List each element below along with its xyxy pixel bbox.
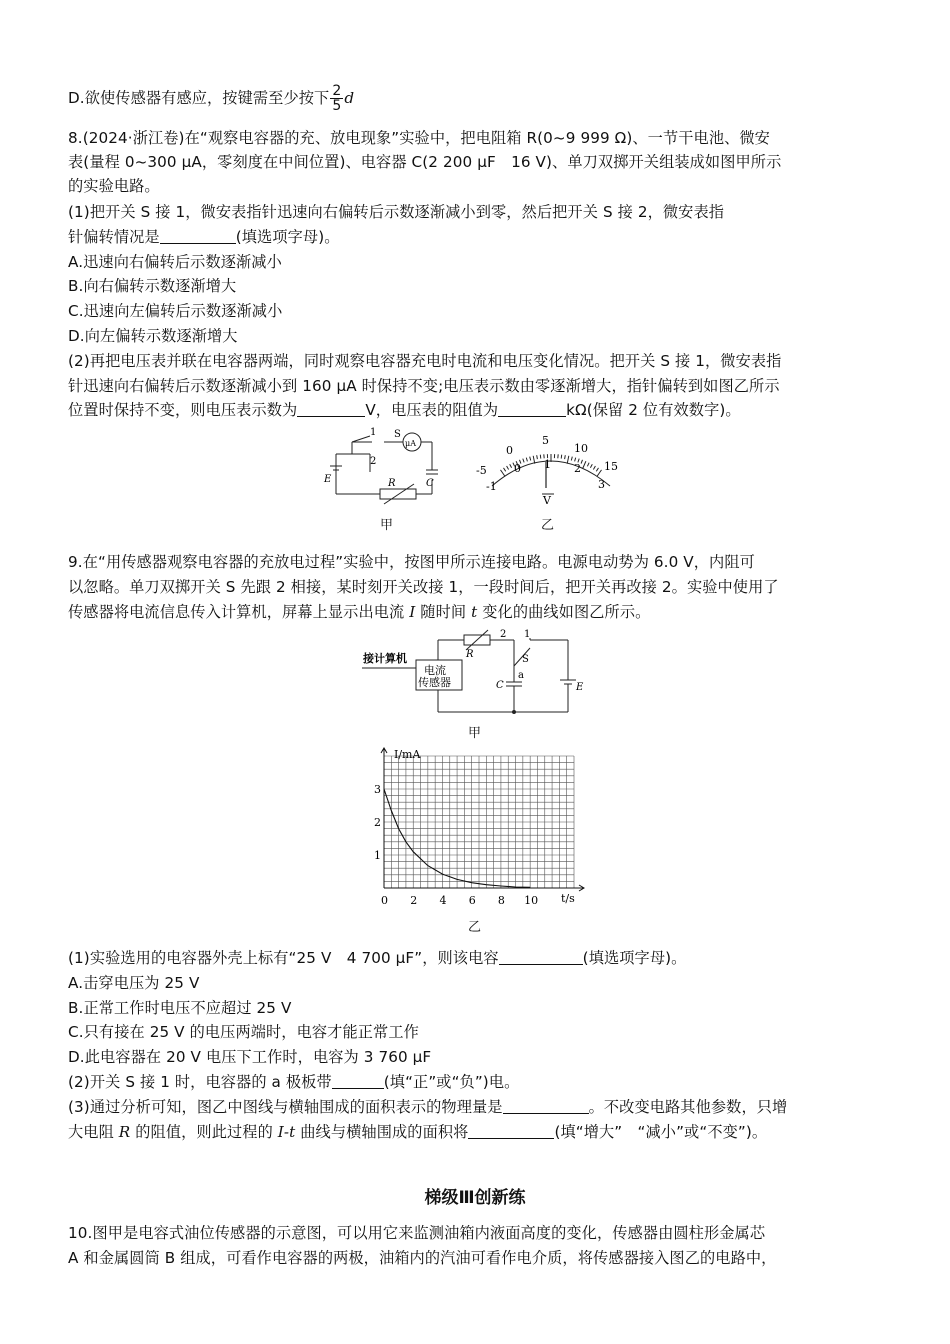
q8-circuit-diagram [322,424,452,506]
q8-option-a: A.迅速向右偏转后示数逐渐减小 [68,253,282,271]
dial-label: 0 [506,444,513,457]
dial-label: 1 [544,458,551,471]
dial-tick [565,455,566,459]
dial-label: 5 [542,434,549,447]
q9-part2: (2)开关 S 接 1 时，电容器的 a 极板带 (填“正”或“负”)电。 [68,1073,520,1091]
computer-label: 接计算机 [363,652,407,665]
switch-terminal-2: 2 [370,456,377,467]
x-tick-label: 2 [410,894,418,907]
q10-stem-line1: 10.图甲是电容式油位传感器的示意图，可以用它来监测油箱内液面高度的变化，传感器由圆柱形金属芯 [68,1224,766,1242]
q9-part3-line1: (3)通过分析可知，图乙中图线与横轴围成的面积表示的物理量是 。不改变电路其他参数，只增 [68,1098,788,1116]
q8-option-d: D.向左偏转示数逐渐增大 [68,327,238,345]
dial-label: 2 [574,462,581,475]
dial-tick [590,464,592,468]
q8-part2-line3: 位置时保持不变，则电压表示数为 V，电压表的阻值为 kΩ(保留 2 位有效数字)。 [68,401,741,419]
q9-stem-line2: 以忽略。单刀双掷开关 S 先跟 2 相接，某时刻开关改接 1，一段时间后，把开关再改接 2。实验中使用了 [68,578,779,596]
switch-terminal-1: 1 [524,629,531,640]
q9-caption-yi: 乙 [468,920,482,935]
dial-tick [501,470,506,477]
q8-caption-yi: 乙 [541,518,555,533]
microammeter-label: μA [405,439,416,448]
sensor-label: 电流 [424,664,446,677]
dial-tick [537,455,538,459]
q8-stem-line2: 表(量程 0~300 μA，零刻度在中间位置)、电容器 C(2 200 μF 16 V)、单刀双掷开关组装成如图甲所示 [68,153,782,171]
answer-blank[interactable] [468,1122,554,1139]
sensor-label: 传感器 [418,676,451,689]
y-tick-label: 3 [374,783,381,796]
answer-blank[interactable] [332,1072,384,1089]
dial-tick [561,455,562,459]
q9-part3-line2: 大电阻 R 的阻值，则此过程的 I-t 曲线与横轴围成的面积将 (填“增大” “减小”或“不变”)。 [68,1123,768,1141]
q8-voltmeter-dial [470,432,630,512]
battery-label: E [576,682,584,693]
q8-part1-line2: 针偏转情况是 (填选项字母)。 [68,228,340,246]
dial-tick [507,466,509,470]
switch-label: S [522,654,529,665]
q9-stem-line1: 9.在“用传感器观察电容器的充放电过程”实验中，按图甲所示连接电路。电源电动势为 6.0 V，内阻可 [68,553,755,571]
x-axis [384,885,584,891]
dial-label: 10 [574,442,588,455]
resistor-label: R [388,478,396,489]
q8-option-c: C.迅速向左偏转后示数逐渐减小 [68,302,283,320]
dial-label: 3 [598,478,605,491]
plate-a-label: a [518,670,524,681]
q9-option-c: C.只有接在 25 V 的电压两端时，电容才能正常工作 [68,1023,419,1041]
dial-tick [593,466,595,470]
answer-blank[interactable] [498,400,566,417]
q9-current-time-chart [366,744,588,910]
y-tick-label: 1 [374,849,381,862]
dial-tick [575,458,576,462]
q8-part2-line1: (2)再把电压表并联在电容器两端，同时观察电容器充电时电流和电压变化情况。把开关 S 接 1，微安表指 [68,352,782,370]
switch-label: S [394,429,401,440]
battery-label: E [324,474,332,485]
q8-part2-line2: 针迅速向右偏转后示数逐渐减小到 160 μA 时保持不变;电压表示数由零逐渐增大，指针偏转到如图乙所示 [68,377,780,395]
dial-tick [526,458,527,462]
x-tick-label: 6 [468,894,476,907]
answer-blank[interactable] [160,227,236,244]
capacitor-label: C [426,478,434,489]
dial-tick [567,456,569,464]
x-tick-label: 0 [381,894,388,907]
dial-label: -1 [486,480,497,493]
dial-label: 0 [514,462,521,475]
dial-label: -5 [476,464,487,477]
fraction: $\frac{2}{5}$ [332,83,342,114]
q8-caption-jia: 甲 [380,518,394,533]
resistor-label: R [466,649,474,660]
q9-option-b: B.正常工作时电压不应超过 25 V [68,999,292,1017]
y-axis-label: I/mA [394,748,421,761]
q9-caption-jia: 甲 [468,726,482,741]
section-title: 梯级Ⅲ创新练 [424,1188,526,1208]
q7-option-d: D.欲使传感器有感应，按键需至少按下 $\frac{2}{5}$ d [68,83,355,114]
x-axis-label: t/s [561,892,575,905]
dial-tick [530,457,531,461]
q9-circuit-diagram [362,626,594,718]
switch-terminal-1: 1 [370,427,377,438]
x-tick-label: 4 [439,894,447,907]
dial-tick [540,455,541,459]
answer-blank[interactable] [297,400,365,417]
q9-option-a: A.击穿电压为 25 V [68,974,200,992]
answer-blank[interactable] [503,1097,589,1114]
x-tick-label: 8 [497,894,505,907]
dial-tick [587,463,589,467]
x-tick-label: 10 [524,894,539,907]
dial-tick [510,464,512,468]
dial-unit: V [543,494,551,507]
dial-tick [504,468,506,471]
q9-stem-line3: 传感器将电流信息传入计算机，屏幕上显示出电流 I 随时间 t 变化的曲线如图乙所示。 [68,603,651,621]
capacitor-label: C [496,680,504,691]
q9-option-d: D.此电容器在 20 V 电压下工作时，电容为 3 760 μF [68,1048,432,1066]
dial-tick [523,459,524,463]
q8-part1-line1: (1)把开关 S 接 1，微安表指针迅速向右偏转后示数逐渐减小到零，然后把开关 S 接 2，微安表指 [68,203,725,221]
dial-label: 15 [604,460,618,473]
q10-stem-line2: A 和金属圆筒 B 组成，可看作电容器的两极，油箱内的汽油可看作电介质，将传感器接入图乙的电路中， [68,1249,777,1267]
q8-option-b: B.向右偏转示数逐渐增大 [68,277,237,295]
dial-tick [597,470,602,477]
dial-tick [571,457,572,461]
q8-stem-line3: 的实验电路。 [68,177,160,195]
y-tick-label: 2 [374,816,381,829]
q9-part1: (1)实验选用的电容器外壳上标有“25 V 4 700 μF”，则该电容 (填选项字母)。 [68,949,687,967]
answer-blank[interactable] [499,948,583,965]
q8-stem-line1: 8.(2024·浙江卷)在“观察电容器的充、放电现象”实验中，把电阻箱 R(0~9 999 Ω)、一节干电池、微安 [68,129,770,147]
dial-tick [583,461,586,468]
switch-terminal-2: 2 [500,629,507,640]
dial-tick [596,468,598,471]
dial-tick [581,460,582,464]
